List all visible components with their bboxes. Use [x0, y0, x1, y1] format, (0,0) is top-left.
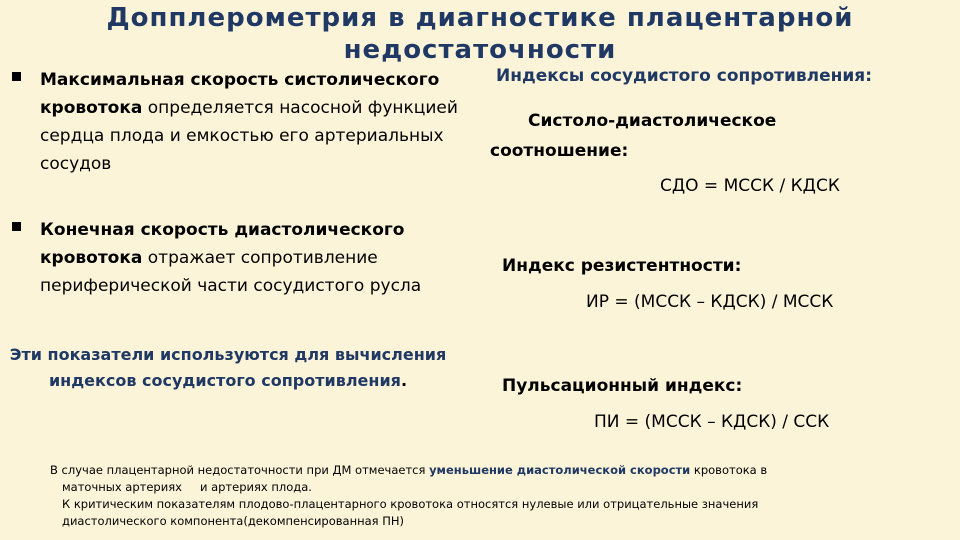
bullet-square-icon: [12, 222, 21, 231]
footer-note: [50, 462, 910, 530]
bullet-systolic-bold: Максимальная скорость систолического кровотока: [40, 70, 440, 118]
footer-line-2-b: и артериях плода.: [199, 480, 312, 494]
title-line-1: Допплерометрия в диагностике плацентарной: [106, 3, 854, 33]
footer-line-1-bold: уменьшение диастолической скорости: [429, 463, 691, 477]
bullet-diastolic-bold: Конечная скорость диастолического кровотока: [40, 220, 405, 268]
sdo-formula: СДО = МССК / КДСК: [660, 176, 840, 196]
bullet-systolic: [12, 66, 462, 178]
footer-line-2-a: маточных артериях: [62, 480, 182, 494]
sdo-label: Систоло-диастолическое соотношение:: [490, 111, 777, 161]
indices-note: [8, 342, 448, 394]
footer-line-3: К критическим показателям плодово-плацентарного кровотока относятся нулевые или отрицательные значения: [62, 497, 759, 511]
bullet-diastolic: [12, 216, 462, 300]
bullet-diastolic-text: отражает сопротивление периферической части сосудистого русла: [40, 248, 422, 296]
footer-line-2: [50, 479, 910, 496]
footer-line-1-end: кровотока в: [690, 463, 768, 477]
bullet-systolic-text: определяется насосной функцией сердца плода и емкостью его артериальных сосудов: [40, 98, 458, 174]
ir-label: Индекс резистентности:: [502, 256, 742, 276]
pi-formula: ПИ = (МССК – КДСК) / ССК: [594, 412, 830, 432]
ir-formula: ИР = (МССК – КДСК) / МССК: [586, 292, 834, 312]
indices-heading: Индексы сосудистого сопротивления:: [496, 66, 873, 86]
indices-note-text: Эти показатели используются для вычисления индексов сосудистого сопротивления: [9, 345, 447, 390]
footer-line-1: [50, 462, 910, 479]
bullet-square-icon: [12, 72, 21, 81]
footer-line-1-start: В случае плацентарной недостаточности при ДМ отмечается: [50, 463, 430, 477]
footer-line-4: диастолического компонента(декомпенсированная ПН): [62, 514, 405, 528]
indices-note-dot: .: [400, 371, 408, 390]
slide-title: [60, 2, 900, 66]
pi-label: Пульсационный индекс:: [502, 376, 743, 396]
left-column: [12, 66, 462, 300]
title-line-2: недостаточности: [343, 35, 617, 65]
